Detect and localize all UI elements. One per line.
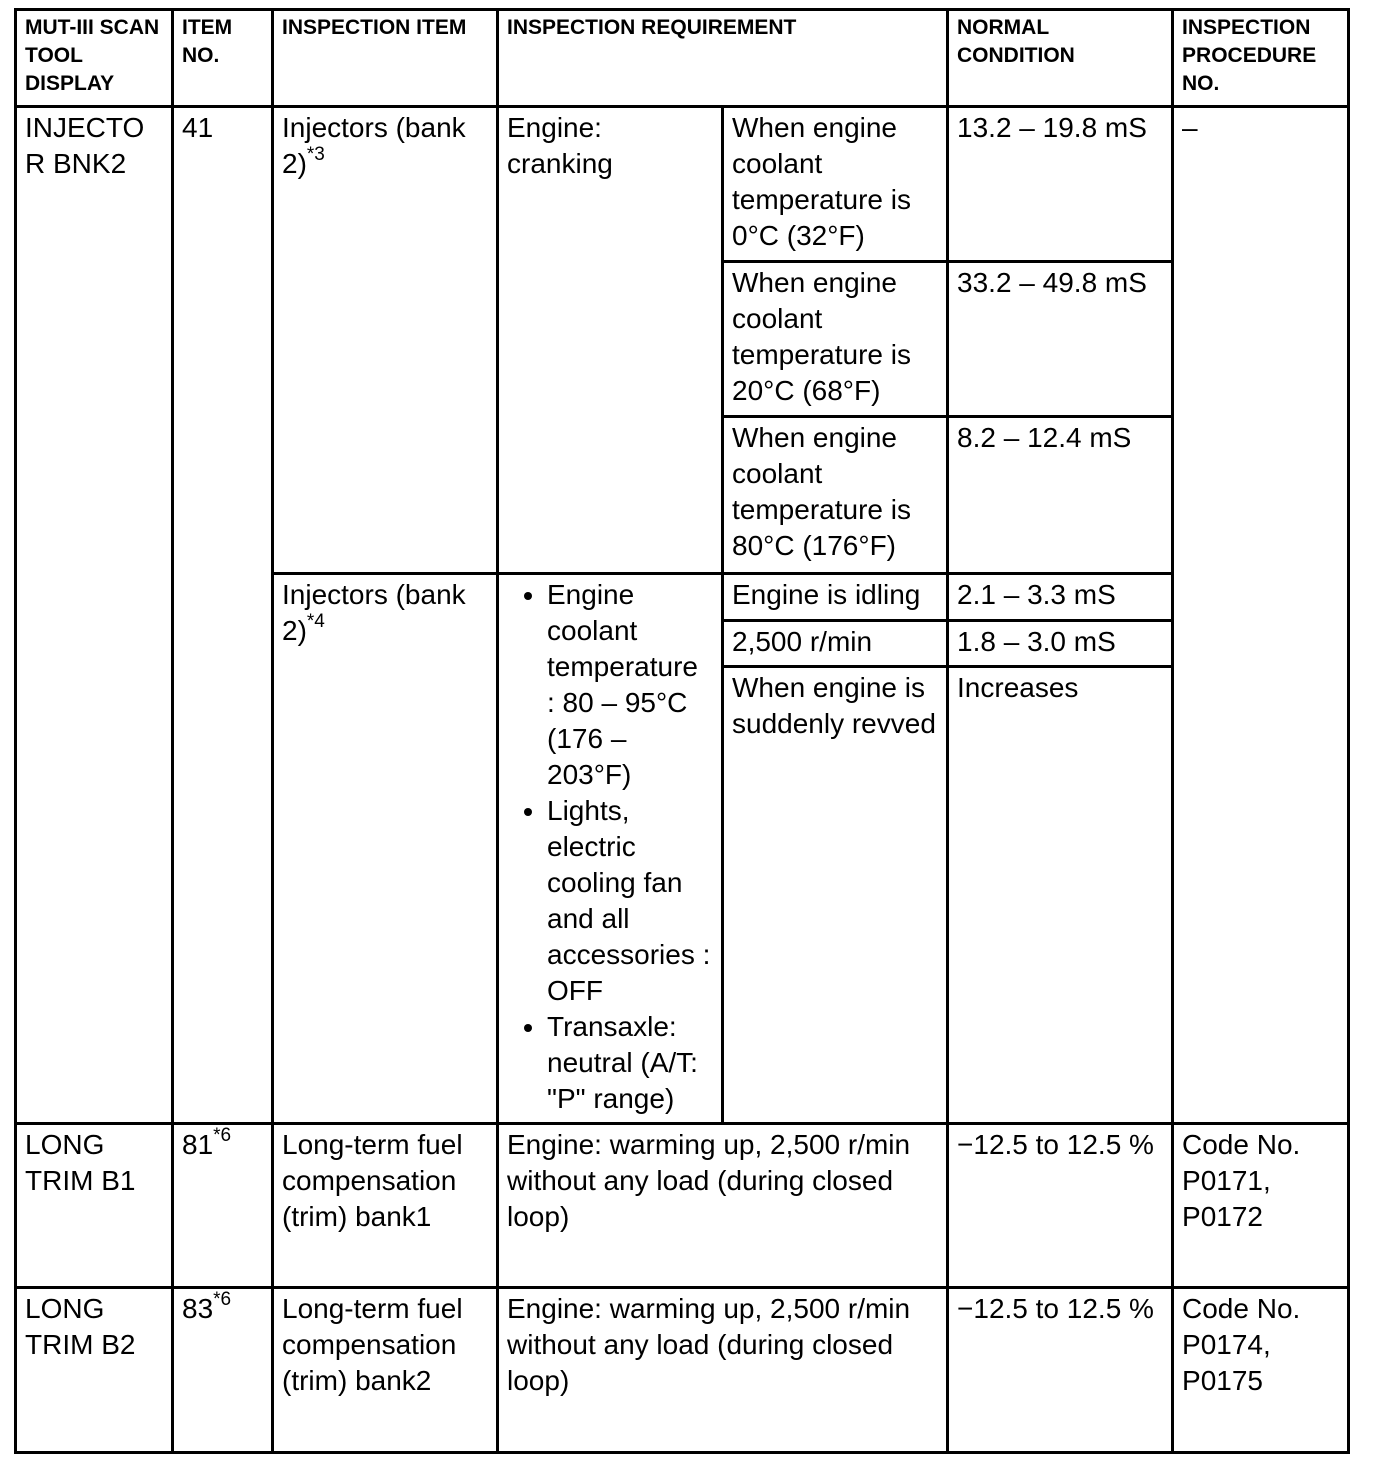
- condition-cell: When engine coolant temperature is 80°C (176°F): [723, 417, 948, 574]
- header-requirement: INSPECTION REQUIREMENT: [498, 10, 948, 107]
- normal-cell: 33.2 – 49.8 mS: [948, 262, 1173, 417]
- display-cell: LONG TRIM B1: [16, 1124, 173, 1288]
- footnote-mark: *6: [213, 1125, 232, 1146]
- normal-cell: 1.8 – 3.0 mS: [948, 621, 1173, 667]
- normal-cell: Increases: [948, 667, 1173, 1124]
- header-item-no: ITEM NO.: [173, 10, 273, 107]
- footnote-mark: *3: [306, 144, 325, 165]
- normal-cell: 2.1 – 3.3 mS: [948, 574, 1173, 621]
- item-no-cell: 41: [173, 107, 273, 1124]
- footnote-mark: *6: [213, 1289, 232, 1310]
- display-cell: INJECTOR BNK2: [16, 107, 173, 1124]
- item-no-text: 83: [182, 1293, 214, 1324]
- procedure-cell: Code No. P0174, P0175: [1173, 1288, 1349, 1453]
- procedure-cell: –: [1173, 107, 1349, 1124]
- item-no-text: 81: [182, 1129, 214, 1160]
- requirement-cell: Engine: warming up, 2,500 r/min without any load (during closed loop): [498, 1124, 948, 1288]
- requirement-cell: Engine: cranking: [498, 107, 723, 574]
- inspection-item-cell: [273, 107, 498, 574]
- table-row: [16, 107, 1349, 262]
- footnote-mark: *4: [306, 611, 325, 632]
- table-row: [16, 1288, 1349, 1453]
- condition-cell: When engine coolant temperature is 0°C (32°F): [723, 107, 948, 262]
- list-item: • Lights, electric cooling fan and all accessories : OFF: [547, 793, 713, 1009]
- inspection-item-cell: [273, 574, 498, 1124]
- item-no-cell: [173, 1124, 273, 1288]
- condition-cell: 2,500 r/min: [723, 621, 948, 667]
- inspection-item-text: Injectors (bank 2): [282, 579, 466, 646]
- requirement-list: [507, 577, 713, 1117]
- condition-cell: Engine is idling: [723, 574, 948, 621]
- table-row: [16, 1124, 1349, 1288]
- item-no-cell: [173, 1288, 273, 1453]
- normal-cell: −12.5 to 12.5 %: [948, 1288, 1173, 1453]
- normal-cell: 8.2 – 12.4 mS: [948, 417, 1173, 574]
- condition-cell: When engine coolant temperature is 20°C (68°F): [723, 262, 948, 417]
- header-normal-condition: NORMAL CONDITION: [948, 10, 1173, 107]
- header-procedure-no: INSPECTION PROCEDURE NO.: [1173, 10, 1349, 107]
- list-item: • Transaxle: neutral (A/T: "P" range): [547, 1009, 713, 1117]
- requirement-cell: [498, 574, 723, 1124]
- condition-cell: When engine is suddenly revved: [723, 667, 948, 1124]
- inspection-item-text: Injectors (bank 2): [282, 112, 466, 179]
- inspection-item-cell: Long-term fuel compensation (trim) bank2: [273, 1288, 498, 1453]
- procedure-cell: Code No. P0171, P0172: [1173, 1124, 1349, 1288]
- normal-cell: −12.5 to 12.5 %: [948, 1124, 1173, 1288]
- requirement-cell: Engine: warming up, 2,500 r/min without any load (during closed loop): [498, 1288, 948, 1453]
- inspection-item-cell: Long-term fuel compensation (trim) bank1: [273, 1124, 498, 1288]
- normal-cell: 13.2 – 19.8 mS: [948, 107, 1173, 262]
- list-item: • Engine coolant temperature : 80 – 95°C (176 – 203°F): [547, 577, 713, 793]
- header-display: MUT-III SCAN TOOL DISPLAY: [16, 10, 173, 107]
- display-cell: LONG TRIM B2: [16, 1288, 173, 1453]
- inspection-table: [14, 8, 1350, 1454]
- header-inspection-item: INSPECTION ITEM: [273, 10, 498, 107]
- header-row: [16, 10, 1349, 107]
